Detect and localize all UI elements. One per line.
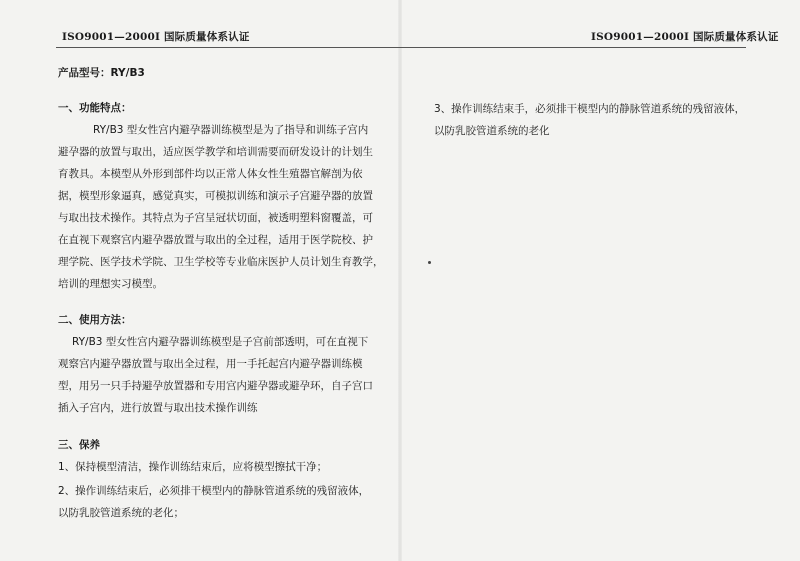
section2-heading: 二、使用方法： xyxy=(58,314,132,326)
section1-line: 育教具。本模型从外形到部件均以正常人体女性生殖器官解剖为依 xyxy=(58,168,363,180)
section1-line: 理学院、医学技术学院、卫生学校等专业临床医护人员计划生育教学， xyxy=(58,256,384,268)
section1-line: 据，模型形象逼真，感觉真实，可模拟训练和演示子宫避孕器的放置 xyxy=(58,190,373,202)
section3-line: 以防乳胶管道系统的老化； xyxy=(58,507,184,519)
section1-line: RY/B3 型女性宫内避孕器训练模型是为了指导和训练子宫内 xyxy=(93,124,369,136)
section1-line: 培训的理想实习模型。 xyxy=(58,278,163,290)
section1-line: 避孕器的放置与取出，适应医学教学和培训需要而研发设计的计划生 xyxy=(58,146,373,158)
page-gutter xyxy=(398,0,402,561)
header-left: ISO9001—2000I 国际质量体系认证 xyxy=(62,31,250,43)
right-page-line: 以防乳胶管道系统的老化 xyxy=(434,125,550,137)
section3-line: 1、保持模型清洁，操作训练结束后，应将模型擦拭干净； xyxy=(58,461,328,473)
section3-line: 2、操作训练结束后，必须排干模型内的静脉管道系统的残留液体， xyxy=(58,485,370,497)
section2-line: RY/B3 型女性宫内避孕器训练模型是子宫前部透明，可在直视下 xyxy=(72,336,369,348)
header-right: ISO9001—2000I 国际质量体系认证 xyxy=(591,31,779,43)
section1-line: 在直视下观察宫内避孕器放置与取出的全过程，适用于医学院校、护 xyxy=(58,234,373,246)
model-line: 产品型号：RY/B3 xyxy=(58,67,145,79)
section1-heading: 一、功能特点： xyxy=(58,102,132,114)
section2-line: 观察宫内避孕器放置与取出全过程，用一手托起宫内避孕器训练模 xyxy=(58,358,363,370)
right-page-line: 3、操作训练结束手，必须排干模型内的静脉管道系统的残留液体， xyxy=(434,103,746,115)
header-rule xyxy=(56,47,746,48)
ink-speck xyxy=(428,261,431,264)
section2-line: 插入子宫内，进行放置与取出技术操作训练 xyxy=(58,402,258,414)
section1-line: 与取出技术操作。其特点为子宫呈冠状切面，被透明塑料窗覆盖，可 xyxy=(58,212,373,224)
section2-line: 型，用另一只手持避孕放置器和专用宫内避孕器或避孕环，自子宫口 xyxy=(58,380,373,392)
section3-heading: 三、保养 xyxy=(58,439,100,451)
